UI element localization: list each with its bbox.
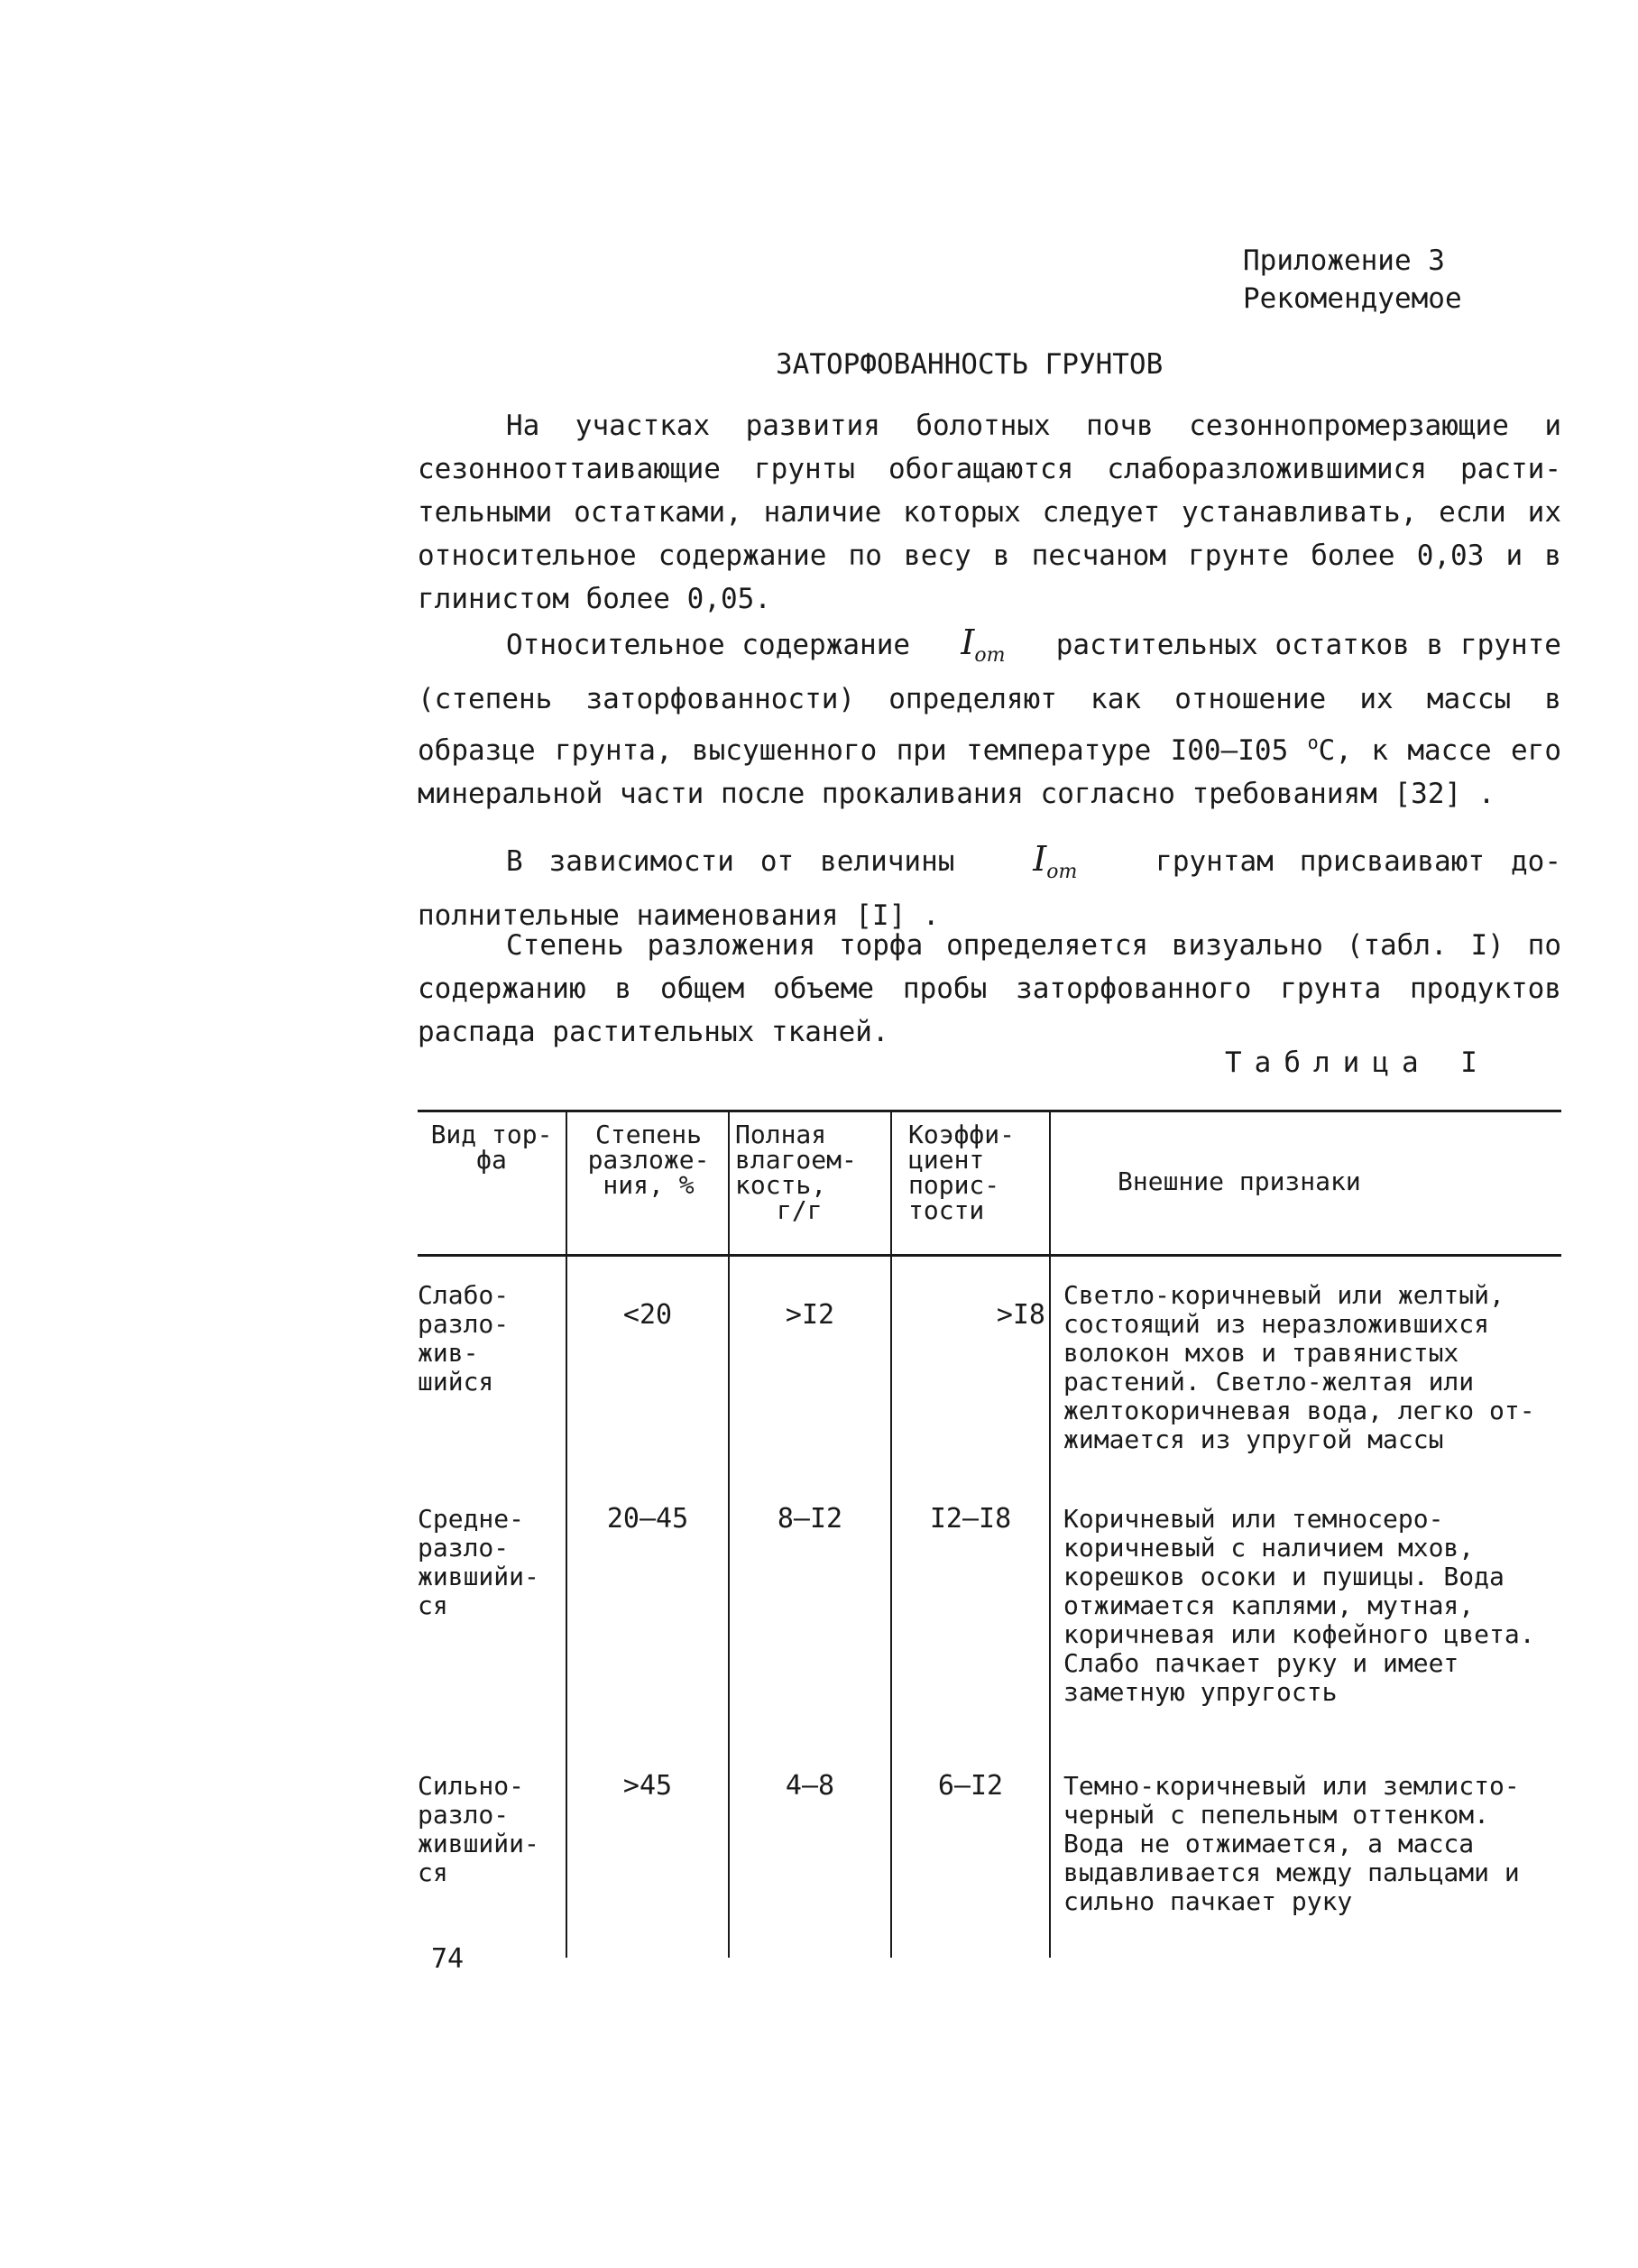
row1-capacity: >I2	[785, 1299, 835, 1331]
paragraph-3-text-a: В зависимости от величины	[506, 845, 955, 878]
header-decomposition: Степень разложе- ния, %	[587, 1120, 710, 1200]
appendix-label: Приложение 3	[1243, 244, 1445, 277]
table-header-rule	[418, 1254, 1561, 1257]
row3-porosity: 6–I2	[937, 1770, 1004, 1802]
row3-signs: Темно-коричневый или землисто-черный с пепельным оттенком. Вода не отжимается, а масса выдавливается между пальцами и сильно пачкает руку	[1063, 1771, 1520, 1916]
table-top-rule	[418, 1110, 1561, 1112]
row3-degree: >45	[622, 1770, 673, 1802]
row2-signs: Коричневый или темносеро-коричневый с наличием мхов, корешков осоки и пушицы. Вода отжимается каплями, мутная, коричневая или кофейного цвета. Слабо пачкает руку и имеет заметную упругость	[1063, 1504, 1535, 1707]
paragraph-2	[418, 621, 1561, 816]
header-moisture-capacity: Полная влагоем- кость, г/г	[735, 1120, 857, 1225]
paragraph-2-text-b: растительных остатков в грунте (степень заторфованности) определяют как отношение их массы в образце грунта, высушенного при температуре I00–I05	[418, 629, 1561, 767]
row2-porosity: I2–I8	[929, 1503, 1012, 1535]
row1-degree: <20	[622, 1299, 673, 1331]
paragraph-3	[418, 837, 1561, 937]
row1-signs: Светло-коричневый или желтый, состоящий из неразложившихся волокон мхов и травянистых растений. Светло-желтая или желтокоричневая вода, легко отжимается из упругой массы	[1063, 1280, 1535, 1454]
table-row: Сильно- разло- жившийи- ся	[418, 1771, 539, 1887]
page-title: ЗАТОРФОВАННОСТЬ ГРУНТОВ	[776, 348, 1164, 381]
header-porosity: Коэффи- циент порис- тости	[908, 1120, 1016, 1225]
peat-table	[418, 1110, 1561, 1958]
row1-porosity: >I8	[996, 1299, 1045, 1331]
column-divider	[728, 1110, 730, 1958]
column-divider	[890, 1110, 892, 1958]
table-row: Средне- разло- жившийи- ся	[418, 1504, 539, 1620]
page-number: 74	[431, 1943, 465, 1975]
paragraph-4: Степень разложения торфа определяется визуально (табл. I) по содержанию в общем объеме пробы заторфованного грунта продуктов распада растительных тканей.	[418, 929, 1561, 1048]
row3-capacity: 4–8	[785, 1770, 835, 1802]
header-external-signs: Внешние признаки	[1118, 1166, 1361, 1196]
table-row: Слабо- разло- жив- шийся	[418, 1280, 510, 1397]
appendix-status: Рекомендуемое	[1243, 282, 1462, 315]
column-divider	[1049, 1110, 1051, 1958]
header-peat-type: Вид тор- фа	[430, 1120, 553, 1175]
row2-capacity: 8–I2	[777, 1503, 843, 1535]
row2-degree: 20–45	[606, 1503, 689, 1535]
column-divider	[566, 1110, 567, 1958]
symbol-i-ot: $I_{от}$	[961, 622, 1006, 667]
paragraph-2-text-a: Относительное содержание	[506, 629, 911, 661]
paragraph-2-text-c: С, к массе его минеральной части после прокаливания согласно требованиям [32] .	[418, 734, 1562, 810]
symbol-i-ot-2: $I_{от}$	[1033, 839, 1078, 883]
paragraph-3-text-b: грунтам присваивают дополнительные наименования [I] .	[418, 845, 1561, 932]
appendix-header	[1243, 242, 1462, 318]
paragraph-1: На участках развития болотных почв сезоннопромерзающие и сезоннооттаивающие грунты обогащаются слаборазложившимися растительными остатками, наличие которых следует устанавливать, если их относительное содержание по весу в песчаном грунте более 0,03 и в глинистом более 0,05.	[418, 410, 1561, 615]
degree-sign: о	[1307, 732, 1319, 753]
table-caption: Таблица I	[1225, 1046, 1490, 1079]
